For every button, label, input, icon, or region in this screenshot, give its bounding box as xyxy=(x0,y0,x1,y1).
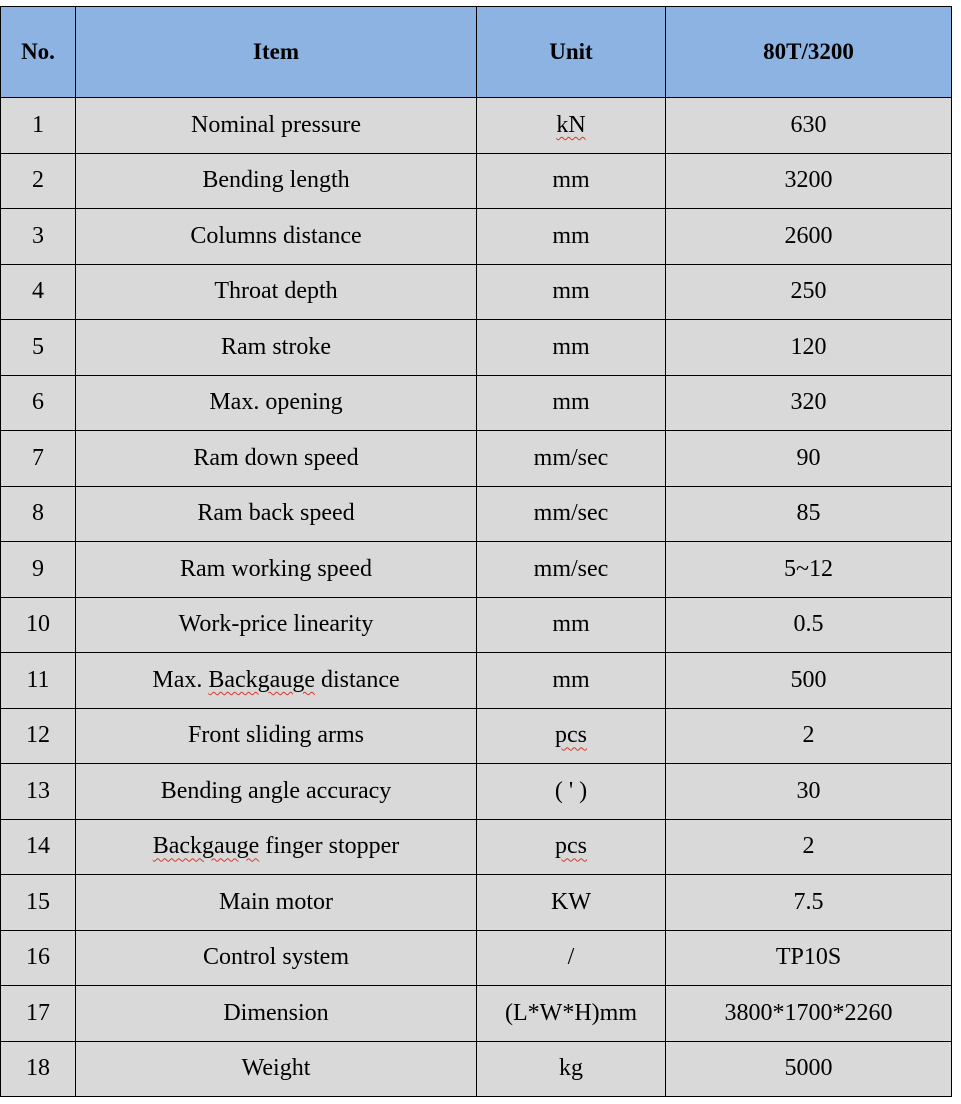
cell-item: Ram back speed xyxy=(76,486,477,542)
cell-item: Bending angle accuracy xyxy=(76,764,477,820)
cell-unit: mm xyxy=(477,153,666,209)
cell-value: TP10S xyxy=(666,930,952,986)
cell-item: Main motor xyxy=(76,875,477,931)
cell-unit: kg xyxy=(477,1041,666,1097)
specification-table xyxy=(0,6,952,1097)
cell-item: Ram stroke xyxy=(76,320,477,376)
cell-unit: mm xyxy=(477,653,666,709)
cell-value: 2 xyxy=(666,708,952,764)
item-text-suffix: finger stopper xyxy=(259,833,400,860)
table-row xyxy=(1,486,952,542)
unit-text: pcs xyxy=(555,833,587,860)
cell-no: 14 xyxy=(1,819,76,875)
cell-item: Throat depth xyxy=(76,264,477,320)
table-row xyxy=(1,764,952,820)
table-row xyxy=(1,986,952,1042)
cell-no: 10 xyxy=(1,597,76,653)
header-model: 80T/3200 xyxy=(666,7,952,98)
cell-no: 3 xyxy=(1,209,76,265)
header-item: Item xyxy=(76,7,477,98)
cell-value: 0.5 xyxy=(666,597,952,653)
cell-value: 85 xyxy=(666,486,952,542)
table-row xyxy=(1,431,952,487)
cell-value: 2 xyxy=(666,819,952,875)
cell-value: 30 xyxy=(666,764,952,820)
cell-no: 17 xyxy=(1,986,76,1042)
header-no: No. xyxy=(1,7,76,98)
cell-unit: (L*W*H)mm xyxy=(477,986,666,1042)
cell-no: 16 xyxy=(1,930,76,986)
cell-item: Control system xyxy=(76,930,477,986)
cell-no: 13 xyxy=(1,764,76,820)
cell-no: 1 xyxy=(1,98,76,154)
table-row xyxy=(1,542,952,598)
cell-item xyxy=(76,819,477,875)
cell-item: Front sliding arms xyxy=(76,708,477,764)
cell-value: 250 xyxy=(666,264,952,320)
cell-value: 120 xyxy=(666,320,952,376)
cell-value: 3200 xyxy=(666,153,952,209)
cell-no: 4 xyxy=(1,264,76,320)
cell-item xyxy=(76,653,477,709)
cell-value: 5000 xyxy=(666,1041,952,1097)
cell-item: Ram down speed xyxy=(76,431,477,487)
table-row xyxy=(1,153,952,209)
cell-no: 15 xyxy=(1,875,76,931)
cell-no: 2 xyxy=(1,153,76,209)
cell-item: Ram working speed xyxy=(76,542,477,598)
cell-item: Columns distance xyxy=(76,209,477,265)
cell-unit: mm xyxy=(477,209,666,265)
cell-unit xyxy=(477,708,666,764)
item-text-flagged: Backgauge xyxy=(152,833,260,860)
item-text-suffix: distance xyxy=(314,666,400,693)
cell-unit xyxy=(477,98,666,154)
table-row xyxy=(1,98,952,154)
cell-unit: mm xyxy=(477,375,666,431)
item-text-prefix: Max. xyxy=(152,666,209,693)
cell-unit: mm/sec xyxy=(477,542,666,598)
cell-item: Dimension xyxy=(76,986,477,1042)
cell-no: 6 xyxy=(1,375,76,431)
cell-value: 2600 xyxy=(666,209,952,265)
cell-unit: mm/sec xyxy=(477,486,666,542)
cell-value: 320 xyxy=(666,375,952,431)
table-row xyxy=(1,875,952,931)
cell-unit xyxy=(477,819,666,875)
table-row xyxy=(1,708,952,764)
cell-unit: mm xyxy=(477,597,666,653)
cell-value: 5~12 xyxy=(666,542,952,598)
unit-text: pcs xyxy=(555,722,587,749)
cell-unit: mm xyxy=(477,264,666,320)
cell-unit: mm/sec xyxy=(477,431,666,487)
item-text-flagged: Backgauge xyxy=(208,666,315,693)
table-row xyxy=(1,375,952,431)
cell-item: Bending length xyxy=(76,153,477,209)
cell-unit: ( ' ) xyxy=(477,764,666,820)
cell-no: 8 xyxy=(1,486,76,542)
cell-item: Weight xyxy=(76,1041,477,1097)
cell-no: 7 xyxy=(1,431,76,487)
cell-value: 90 xyxy=(666,431,952,487)
table-row xyxy=(1,597,952,653)
table-row xyxy=(1,819,952,875)
cell-value: 500 xyxy=(666,653,952,709)
cell-no: 5 xyxy=(1,320,76,376)
header-unit: Unit xyxy=(477,7,666,98)
cell-item: Max. opening xyxy=(76,375,477,431)
cell-item: Work-price linearity xyxy=(76,597,477,653)
table-row xyxy=(1,264,952,320)
cell-unit: / xyxy=(477,930,666,986)
table-row xyxy=(1,209,952,265)
unit-text: kN xyxy=(556,111,586,138)
cell-value: 630 xyxy=(666,98,952,154)
table-row xyxy=(1,1041,952,1097)
table-row xyxy=(1,653,952,709)
cell-no: 12 xyxy=(1,708,76,764)
header-row xyxy=(1,7,952,98)
cell-item: Nominal pressure xyxy=(76,98,477,154)
cell-unit: mm xyxy=(477,320,666,376)
table-row xyxy=(1,930,952,986)
table-row xyxy=(1,320,952,376)
cell-no: 18 xyxy=(1,1041,76,1097)
cell-no: 9 xyxy=(1,542,76,598)
cell-no: 11 xyxy=(1,653,76,709)
cell-value: 3800*1700*2260 xyxy=(666,986,952,1042)
cell-unit: KW xyxy=(477,875,666,931)
cell-value: 7.5 xyxy=(666,875,952,931)
